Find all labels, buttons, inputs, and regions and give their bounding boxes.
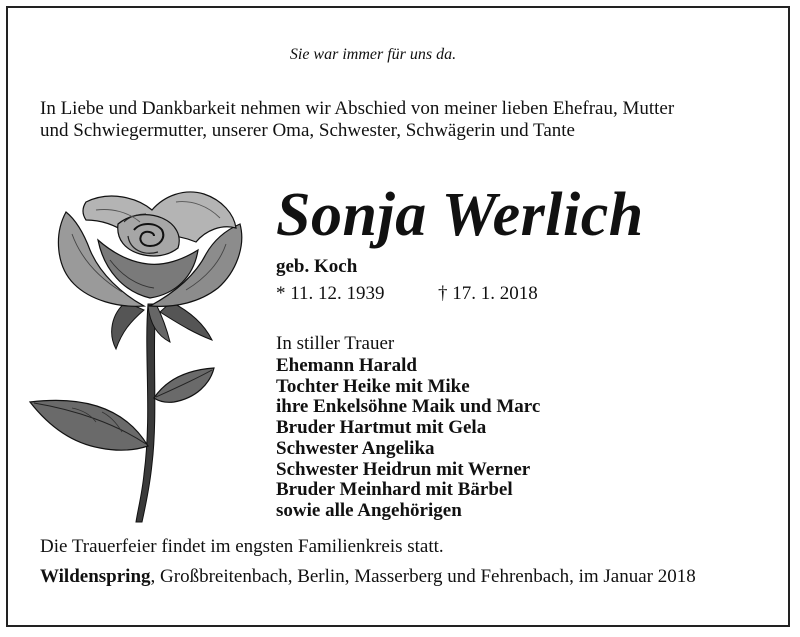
deceased-name: Sonja Werlich (276, 181, 644, 249)
mourner-entry: Bruder Hartmut mit Gela (276, 417, 487, 439)
rose-stem (136, 304, 156, 522)
mourner-entry: sowie alle Angehörigen (276, 499, 462, 521)
mourner-entry: ihre Enkelsöhne Maik und Marc (276, 396, 541, 418)
mourner-entry: Schwester Heidrun mit Werner (276, 458, 531, 480)
mourner-entry: Schwester Angelika (276, 437, 435, 459)
maiden-name: geb. Koch (276, 256, 358, 277)
intro-text (40, 98, 760, 142)
mourner-entry: Tochter Heike mit Mike (276, 375, 470, 397)
places-rest: , Großbreitenbach, Berlin, Masserberg und Fehrenbach, im Januar 2018 (150, 566, 696, 587)
intro-line: und Schwiegermutter, unserer Oma, Schwester, Schwägerin und Tante (40, 120, 575, 141)
funeral-note: Die Trauerfeier findet im engsten Familienkreis statt. (40, 536, 444, 557)
mourning-label: In stiller Trauer (276, 333, 395, 354)
rose-illustration (26, 184, 246, 524)
places-line (40, 566, 696, 588)
death-date: † 17. 1. 2018 (438, 283, 538, 304)
mourners-list (276, 356, 540, 522)
birth-date: * 11. 12. 1939 (276, 283, 385, 304)
mourner-entry: Bruder Meinhard mit Bärbel (276, 479, 513, 501)
rose-leaf-left (30, 400, 148, 450)
mourner-entry: Ehemann Harald (276, 355, 417, 376)
places-main: Wildenspring (40, 566, 151, 587)
rose-leaf-right (154, 368, 214, 402)
motto: Sie war immer für uns da. (289, 46, 457, 63)
intro-line: In Liebe und Dankbarkeit nehmen wir Abschied von meiner lieben Ehefrau, Mutter (40, 98, 675, 119)
rose-sepal (112, 302, 144, 349)
